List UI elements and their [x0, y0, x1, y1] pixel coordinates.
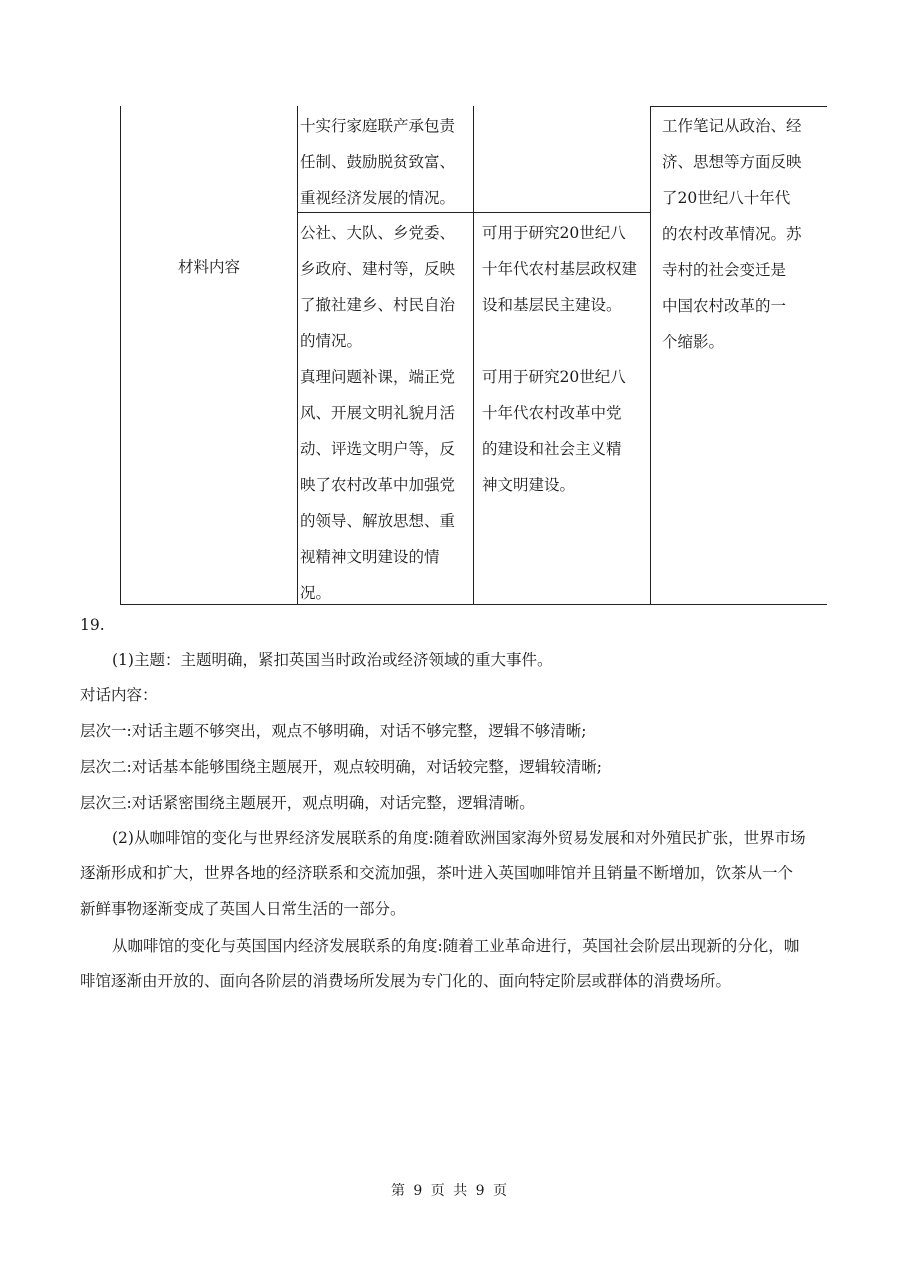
- col2-block3-line: 风、开展文明礼貌月活: [300, 404, 456, 422]
- col2-block3-line: 视精神文明建设的情: [300, 548, 440, 566]
- q19-theme: (1)主题：主题明确，紧扣英国当时政治或经济领域的重大事件。: [112, 651, 553, 669]
- col2-block1-line: 十实行家庭联产承包责: [300, 117, 456, 135]
- col3-block2: [482, 359, 642, 503]
- q19-part2-line1: (2)从咖啡馆的变化与世界经济发展联系的角度:随着欧洲国家海外贸易发展和对外殖民扩张，世界市场: [112, 829, 806, 847]
- materials-table: [120, 106, 827, 605]
- col2-block3-line: 的领导、解放思想、重: [300, 512, 456, 530]
- col4-summary: [662, 108, 822, 360]
- col3-block1-line: 设和基层民主建设。: [482, 296, 622, 314]
- q19-part2-para2-line1: 从咖啡馆的变化与英国国内经济发展联系的角度:随着工业革命进行，英国社会阶层出现新的分化，咖: [112, 937, 800, 955]
- q19-part2-para2-line2: 啡馆逐渐由开放的、面向各阶层的消费场所发展为专门化的、面向特定阶层或群体的消费场所。: [80, 972, 732, 990]
- col2-block2-line: 的情况。: [300, 332, 363, 350]
- q19-dialogue-heading: 对话内容：: [80, 686, 158, 704]
- col3-block1-line: 十年代农村基层政权建: [482, 260, 638, 278]
- table-divider-2: [473, 106, 474, 605]
- col2-block3-line: 动、评选文明户等，反: [300, 440, 456, 458]
- col4-line: 中国农村改革的一: [662, 297, 787, 315]
- col2-block1: [300, 108, 472, 216]
- table-border-left: [120, 106, 121, 605]
- table-border-bottom: [120, 604, 827, 605]
- col4-line: 济、思想等方面反映: [662, 153, 802, 171]
- col3-block2-line: 十年代农村改革中党: [482, 404, 622, 422]
- page-footer: 第 9 页 共 9 页: [390, 1183, 510, 1199]
- col2-block2-line: 乡政府、建村等，反映: [300, 260, 456, 278]
- col4-line: 寺村的社会变迁是: [662, 261, 787, 279]
- col2-block3-line: 映了农村改革中加强党: [300, 476, 456, 494]
- col3-block2-line: 神文明建设。: [482, 476, 576, 494]
- col3-block1-line: 可用于研究20世纪八: [482, 224, 626, 242]
- q19-level-3: 层次三:对话紧密围绕主题展开，观点明确，对话完整，逻辑清晰。: [80, 794, 535, 812]
- col4-line: 个缩影。: [662, 333, 725, 351]
- q19-level-1: 层次一:对话主题不够突出，观点不够明确，对话不够完整，逻辑不够清晰;: [80, 722, 587, 740]
- col3-block1: [482, 215, 642, 323]
- table-divider-1: [297, 106, 298, 605]
- table-divider-3: [650, 106, 651, 605]
- col2-block3-line: 真理问题补课，端正党: [300, 368, 456, 386]
- col2-block1-line: 重视经济发展的情况。: [300, 189, 456, 207]
- col2-block2-line: 公社、大队、乡党委、: [300, 224, 456, 242]
- table-border-top: [650, 106, 827, 107]
- col4-line: 了20世纪八十年代: [662, 189, 791, 207]
- col3-block2-line: 可用于研究20世纪八: [482, 368, 626, 386]
- question-number: 19.: [80, 616, 105, 634]
- q19-level-2: 层次二:对话基本能够围绕主题展开，观点较明确，对话较完整，逻辑较清晰;: [80, 758, 602, 776]
- col2-block1-line: 任制、鼓励脱贫致富、: [300, 153, 456, 171]
- q19-part2-line2: 逐渐形成和扩大，世界各地的经济联系和交流加强，茶叶进入英国咖啡馆并且销量不断增加，饮茶从一个: [80, 864, 794, 882]
- col4-line: 的农村改革情况。苏: [662, 225, 802, 243]
- row-label: 材料内容: [177, 258, 240, 276]
- col2-block2-line: 了撤社建乡、村民自治: [300, 296, 456, 314]
- col3-block2-line: 的建设和社会主义精: [482, 440, 622, 458]
- col4-line: 工作笔记从政治、经: [662, 117, 802, 135]
- col2-block3-line: 况。: [300, 584, 332, 602]
- q19-part2-line3: 新鲜事物逐渐变成了英国人日常生活的一部分。: [80, 900, 406, 918]
- col2-block2: [300, 215, 472, 611]
